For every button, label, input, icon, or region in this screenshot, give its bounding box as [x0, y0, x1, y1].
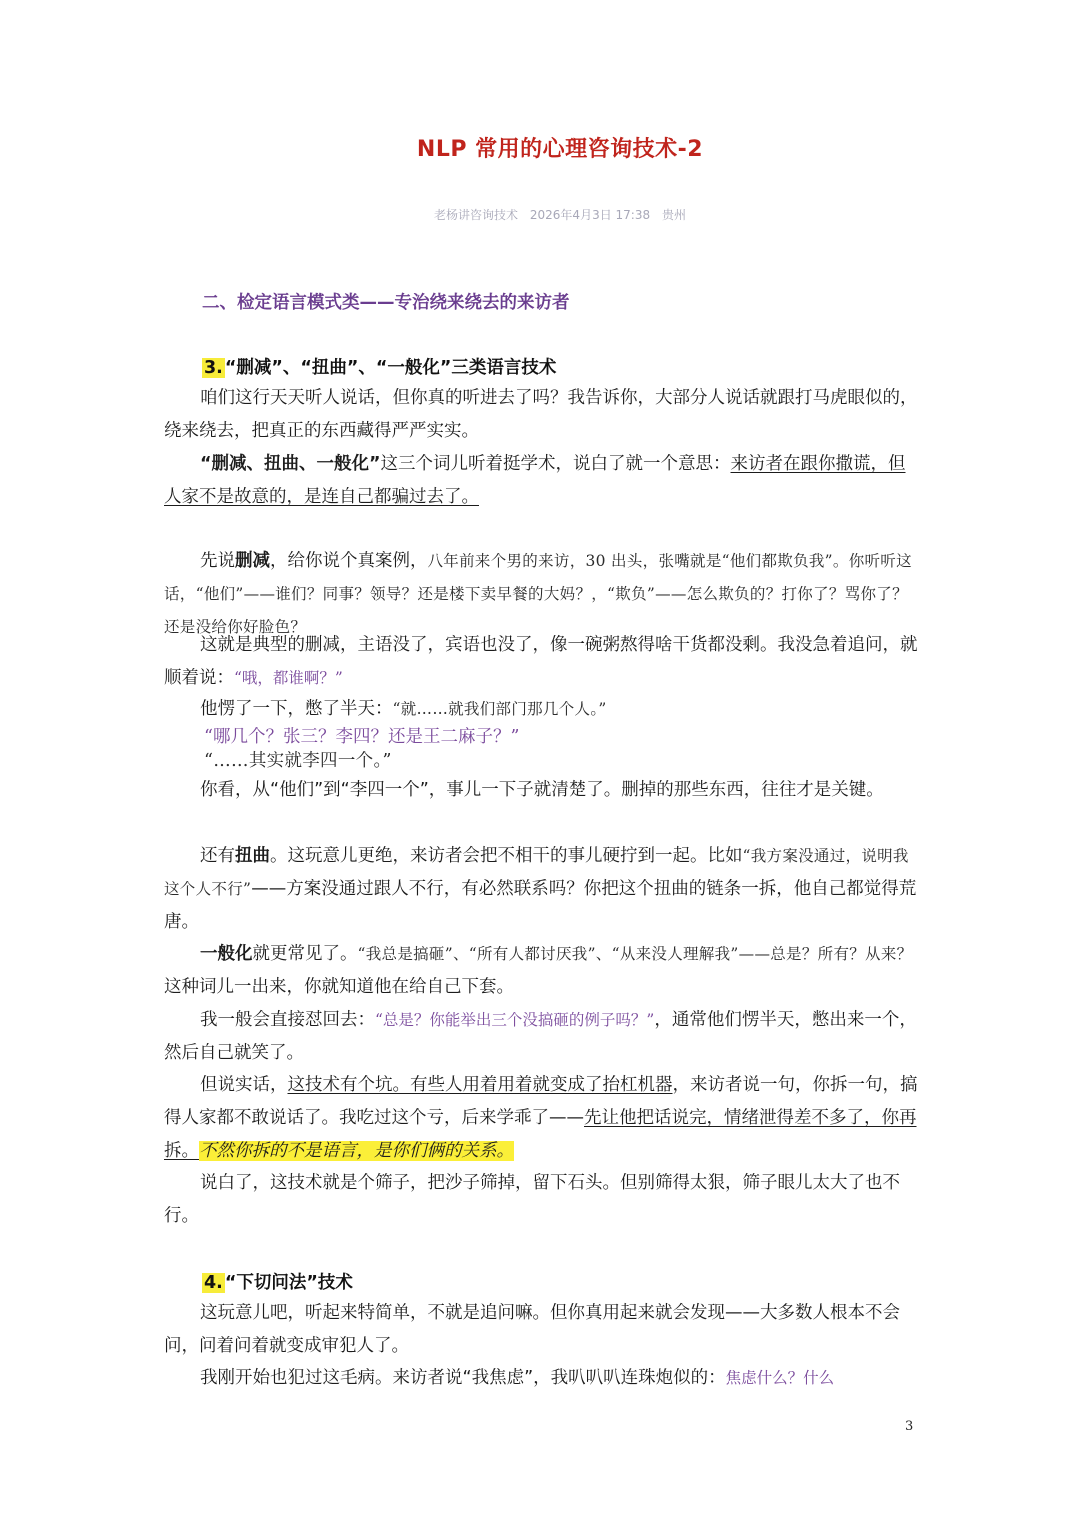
bold-term: 扭曲 [235, 846, 270, 866]
bold-terms: “删减、扭曲、一般化” [200, 454, 381, 474]
heading-number: 3. [204, 358, 223, 378]
text: ，通常他们愣半天，憋出来一个，然后自己就笑了。 [164, 1010, 917, 1063]
text: ——方案没通过跟人不行，有必然联系吗？你把这个扭曲的链条一拆，他自己都觉得荒唐。 [164, 879, 917, 932]
text: 但说实话， [200, 1075, 288, 1095]
subsection-heading-3 [202, 354, 556, 379]
purple-quote: 焦虑什么？什么 [725, 1369, 835, 1387]
heading-number: 4. [204, 1273, 223, 1293]
author-name[interactable]: 老杨讲咨询技术 [434, 208, 519, 222]
page-number: 3 [905, 1419, 914, 1434]
text: ，给你说个真案例， [270, 551, 428, 571]
text: 我一般会直接怼回去： [200, 1010, 375, 1030]
paragraph-10 [164, 1069, 919, 1168]
paragraph-6: 你看，从“他们”到“李四一个”，事儿一下子就清楚了。删掉的那些东西，往往才是关键。 [200, 780, 884, 800]
text: 他愣了一下，憋了半天： [200, 699, 393, 719]
paragraph-4 [164, 629, 919, 695]
text: 就更常见了。 [252, 944, 358, 964]
text: 还有 [200, 846, 235, 866]
text: ，来访者说一句，你拆一句，搞得人家都不敢说话了。我吃过这个亏，后来学乖了—— [164, 1075, 918, 1128]
paragraph-13 [164, 1362, 919, 1395]
text: 这就是典型的删减，主语没了，宾语也没了，像一碗粥熬得啥干货都没剩。我没急着追问，就顺着说： [164, 635, 918, 688]
subsection-heading-4 [202, 1269, 353, 1294]
purple-quote: “总是？你能举出三个没搞砸的例子吗？” [375, 1011, 655, 1029]
paragraph-11: 说白了，这技术就是个筛子，把沙子筛掉，留下石头。但别筛得太狠，筛子眼儿太大了也不行。 [164, 1173, 900, 1226]
text: 这种词儿一出来，你就知道他在给自己下套。 [164, 977, 514, 997]
heading-text: “下切问法”技术 [224, 1273, 353, 1293]
paragraph-7 [164, 840, 919, 939]
bold-term: 一般化 [200, 944, 253, 964]
location: 贵州 [661, 208, 686, 222]
paragraph-8 [164, 938, 919, 1004]
dialogue-line-2: “……其实就李四一个。” [204, 751, 392, 771]
paragraph-1: 咱们这行天天听人说话，但你真的听进去了吗？我告诉你，大部分人说话就跟打马虎眼似的，绕来绕去，把真正的东西藏得严严实实。 [164, 388, 918, 441]
article-title: NLP 常用的心理咨询技术-2 [416, 137, 704, 162]
highlighted-text: 不然你拆的不是语言，是你们俩的关系。 [199, 1141, 514, 1161]
serif-quote: “就……就我们部门那几个人。” [392, 700, 607, 718]
underlined-text: 这技术有个坑。有些人用着用着就变成了抬杠机器 [287, 1075, 673, 1095]
article-meta [0, 206, 1080, 223]
text: 先说 [200, 551, 235, 571]
text: 我刚开始也犯过这毛病。来访者说“我焦虑”，我叭叭叭连珠炮似的： [200, 1368, 726, 1388]
text: 这三个词儿听着挺学术，说白了就一个意思： [380, 454, 731, 474]
bold-term: 删减 [235, 551, 270, 571]
text: 。这玩意儿更绝，来访者会把不相干的事儿硬拧到一起。比如 [270, 846, 743, 866]
dialogue-line-1: “哪几个？张三？李四？还是王二麻子？” [204, 727, 520, 747]
case-quote: 八年前来个男的来访，30 出头，张嘴就是“他们都欺负我”。你听听这话，“他们”——谁们？同事？领导？还是楼下卖早餐的大妈？，“欺负”——怎么欺负的？打你了？骂你了？还是没给你好脸色？ [164, 552, 912, 636]
paragraph-2 [164, 448, 919, 514]
publish-datetime: 2026年4月3日 17:38 [529, 208, 651, 222]
paragraph-12: 这玩意儿吧，听起来特简单，不就是追问嘛。但你真用起来就会发现——大多数人根本不会问，问着问着就变成审犯人了。 [164, 1303, 900, 1356]
underlined-text: 来访者在跟你撒谎，但人家不是故意的，是连自己都骗过去了。 [164, 454, 906, 507]
serif-quote: “我总是搞砸”、“所有人都讨厌我”、“从来没人理解我”——总是？所有？从来？ [357, 945, 913, 963]
paragraph-9 [164, 1004, 919, 1070]
heading-text: “删减”、“扭曲”、“一般化”三类语言技术 [224, 358, 557, 378]
purple-quote: “哦，都谁啊？” [234, 669, 343, 687]
section-heading: 二、检定语言模式类——专治绕来绕去的来访者 [202, 293, 570, 313]
serif-quote: “我方案没通过，说明我这个人不行” [164, 847, 909, 898]
underlined-text: 先让他把话说完，情绪泄得差不多了，你再拆。 [164, 1108, 917, 1161]
